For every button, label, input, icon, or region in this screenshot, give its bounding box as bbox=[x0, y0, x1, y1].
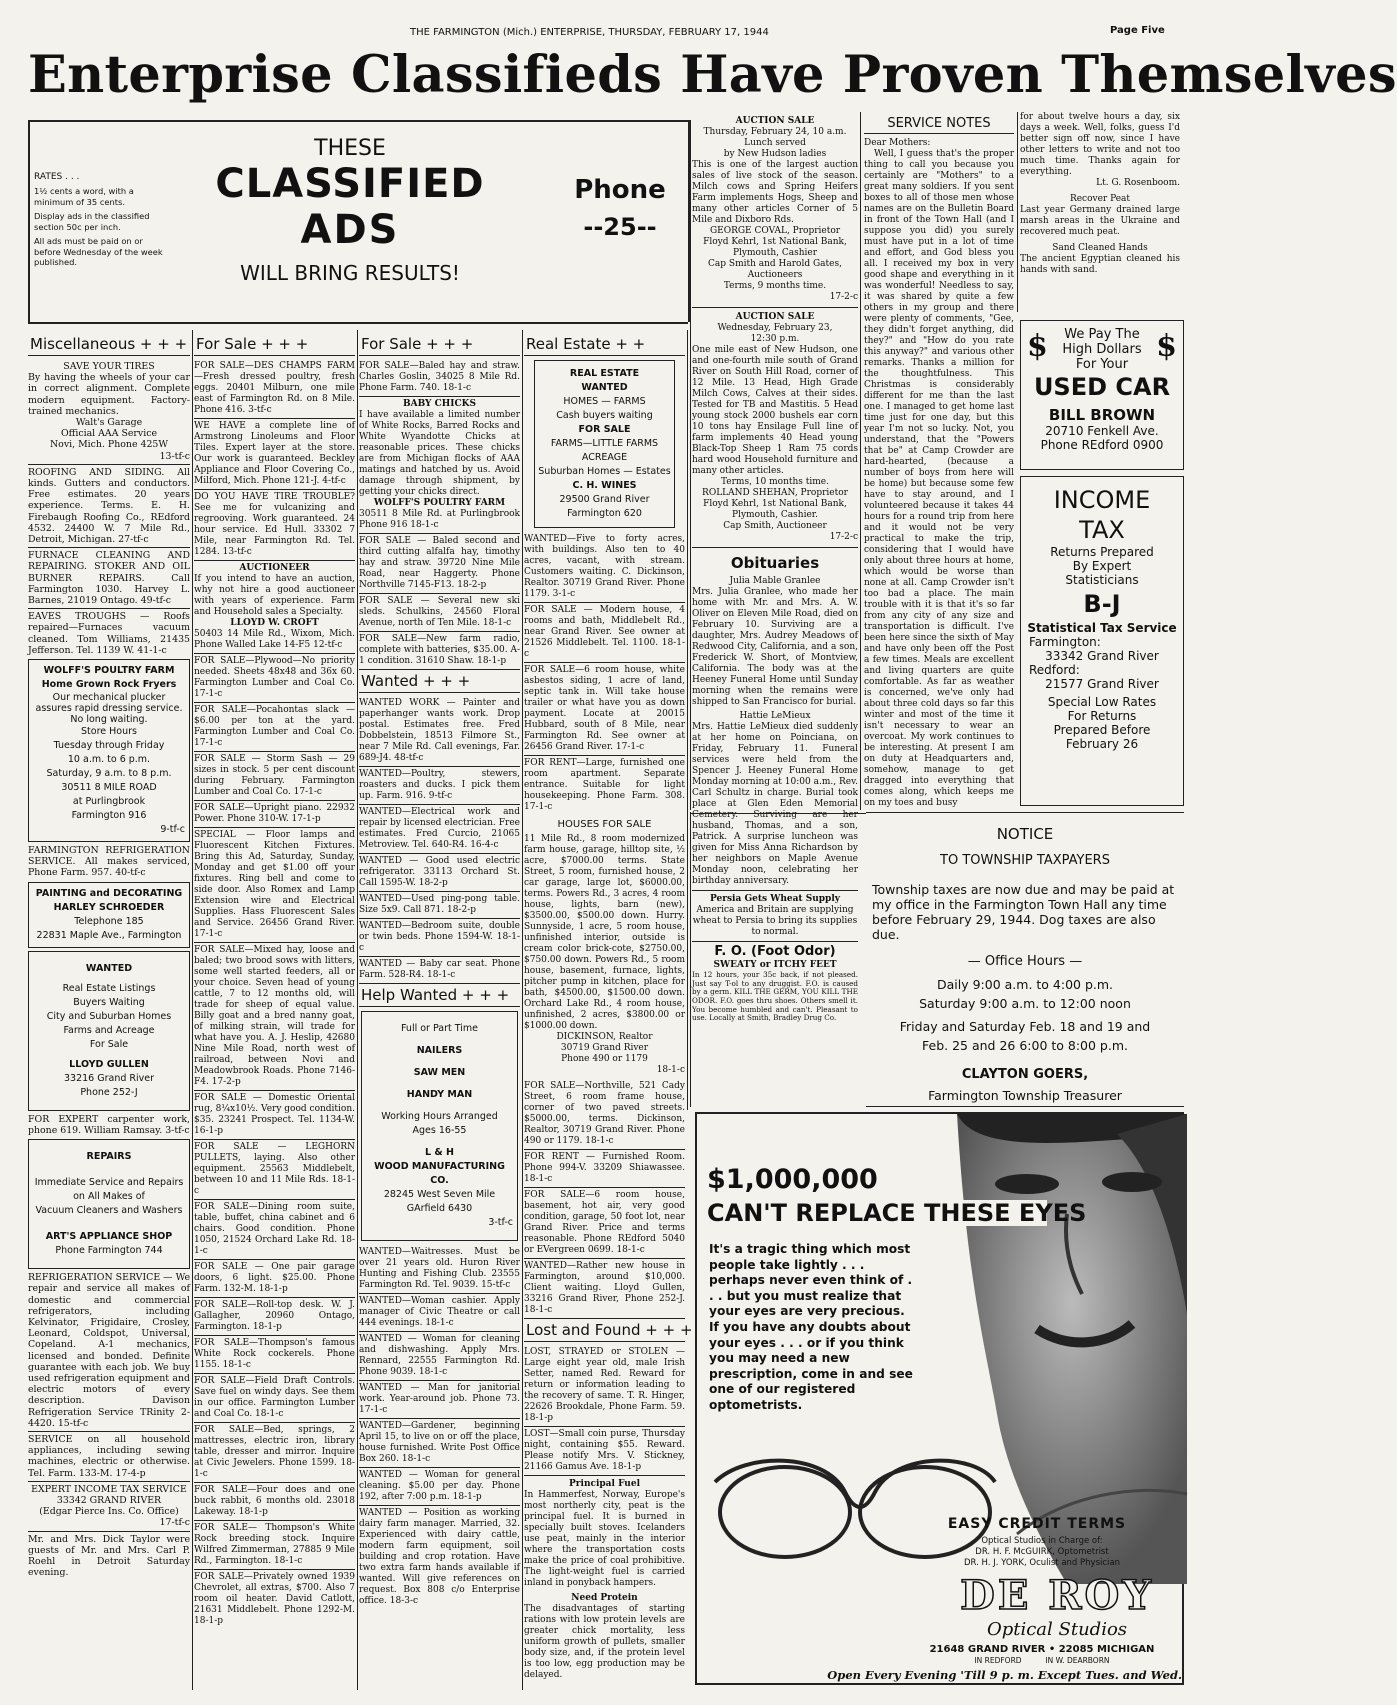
classified-ad-part: BABY CHICKS bbox=[403, 399, 476, 409]
helpwanted-heading: Help Wanted + + + bbox=[359, 983, 520, 1007]
auction2-line: ROLLAND SHEHAN, Proprietor bbox=[702, 488, 848, 498]
classified-ad: WANTED — Position as working dairy farm manager. Married, 32. Experienced with dairy cattle, modern farm equipment, soil building and crop rotation. Have two extra farm hands available if wanted. Will give references on request. Box 808 c/o Enterprise office. 18-3-c bbox=[359, 1505, 520, 1609]
wolffs-line: 30511 8 MILE ROAD bbox=[61, 782, 157, 794]
help-code: 3-tf-c bbox=[488, 1217, 513, 1228]
classified-ad: FOR SALE—Mixed hay, loose and baled; two brood sows with litters, some well started feeders, all or your choice. Seven head of young cattle, 7 to 12 months old, will trade for sheep of equal value. Billy goat and a bred nanny goat, of milking strain, will trade for what have you. A. J. Heslip, 42680 Nine Mile Road, north west of railroad, between Novi and Meadowbrook Roads. Phone 7146-F4. 17-2-p bbox=[194, 942, 355, 1090]
notice-hours: Saturday 9:00 a.m. to 12:00 noon bbox=[919, 996, 1131, 1011]
tax-code: 17-tf-c bbox=[159, 1517, 190, 1529]
re-line: 29500 Grand River bbox=[559, 494, 650, 505]
foot-text: In 12 hours, your 35c back, if not pleased. Just say T-ol to any druggist. F.O. is caused by a germ. KILL THE GERM, YOU KILL THE ODOR. F.O. goes thru shoes. Others smell it. You become humbled and can't. Pleasant to use. Locally at Smith, Bradley Drug Co. bbox=[692, 970, 858, 1023]
studios-line: DR. H. J. YORK, Oculist and Physician bbox=[963, 1558, 1120, 1568]
auction1-line: Floyd Kehrl, 1st National Bank, Plymouth, Cashier bbox=[703, 237, 847, 258]
protein-title: Need Protein bbox=[571, 1593, 638, 1603]
painting-phone: Telephone 185 bbox=[74, 915, 144, 927]
tires-text: By having the wheels of your car in correct alignment. Complete modern equipment. Factory-trained mechanics. bbox=[28, 372, 190, 417]
rates-box bbox=[28, 120, 176, 322]
sand-text: The ancient Egyptian cleaned his hands with sand. bbox=[1020, 254, 1180, 275]
wolffs-line: Tuesday through Friday bbox=[53, 740, 165, 752]
classified-ad: WANTED—Electrical work and repair by licensed electrician. Free estimates. Fred Curcio, 21065 Metroview. Tel. 640-R4. 16-4-c bbox=[359, 804, 520, 853]
tax-line: Statisticians bbox=[1065, 573, 1139, 587]
forsale-heading-1: For Sale + + + bbox=[194, 333, 355, 356]
usedcar-line: High Dollars bbox=[1062, 342, 1142, 357]
ad-household: SERVICE on all household appliances, including sewing machines, electric or otherwise. Tel. Farm. 133-M. 17-4-p bbox=[28, 1431, 190, 1479]
repairs-phone: Phone Farmington 744 bbox=[55, 1245, 163, 1257]
lostfound-heading: Lost and Found + + + bbox=[524, 1318, 685, 1342]
re-line: Farmington 620 bbox=[567, 508, 642, 519]
peat-title: Recover Peat bbox=[1069, 194, 1131, 204]
classified-ad: FOR SALE—Plywood—No priority needed. Sheets 48x48 and 36x 60. Farmington Lumber and Coal Co. 17-1-c bbox=[194, 653, 355, 702]
dollar-icon: $ bbox=[1027, 329, 1048, 364]
notice-title: NOTICE bbox=[996, 825, 1054, 843]
classified-ad bbox=[359, 396, 520, 533]
classified-ad: FOR SALE—Bed, springs, 2 mattresses, electric iron, library table, dresser and mirror. Inquire at Civic Jewelers. Phone 1599. 18-1-c bbox=[194, 1422, 355, 1482]
fuel-title: Principal Fuel bbox=[569, 1479, 640, 1489]
service-text: Well, I guess that's the proper thing to call you because you certainly are "Mothers" to a great many soldiers. If you sent boxes to all of those men whose names are on the Bulletin Board in front of the Town Hall (and I suppose you did) you surely must have put in a lot of time and effort, and God bless you all. I received my box in very good shape and everything in it was wonderful! Needless to say, it was shared by quite a few others in my group and there were plenty of comments, "Gee, they didn't forget anything, did they?" and "How do you rate this anyway?" and various other remarks. Thanks a million for the thoughtfulness. This Christmas is considerably different for me than the last one. I managed to get home last time just for one day, but this year I'm not so lucky. Not, you understand, that the "Powers that be" at Camp Crowder are hard-hearted, (because a number of boys from here will be home) but because some few have to stay around, and I volunteered because it takes 44 hours for a round trip from here and it would not be very practical to make the trip, considering that I would have only about three hours at home, which would be worse than none at all. Camp Crowder isn't too bad a place. The main trouble with it is that it's so far from any city of any size and transportation is difficult. I've been here since the sixth of May and have only been off the Post a few times. Meals are excellent and living quarters are quite comfortable. As far as weather is concerned, we've only had about three cold days so far this winter and most of the time it isn't necessary to wear an overcoat. My work continues to be interesting. At present I am on duty at Headquarters and, somehow, manage to get dragged into everything that comes along, which keeps me on my toes and busy bbox=[864, 149, 1014, 808]
auction2-line: Wednesday, February 23, bbox=[717, 323, 833, 333]
auction1-line: Thursday, February 24, 10 a.m. bbox=[703, 127, 847, 137]
banner-these: THESE bbox=[314, 136, 386, 161]
classified-ad: FOR SALE— Thompson's White Rock breeding stock. Inquire Wilfred Zimmerman, 27885 9 Mile Rd., Farmington. 18-1-c bbox=[194, 1520, 355, 1569]
wanted-line: 33216 Grand River bbox=[63, 1072, 154, 1084]
help-box bbox=[361, 1011, 518, 1241]
dickinson-addr: 30719 Grand River bbox=[560, 1043, 649, 1053]
help-sawmen: SAW MEN bbox=[413, 1067, 466, 1078]
notice-name: CLAYTON GOERS, bbox=[961, 1067, 1089, 1082]
painting-box bbox=[28, 882, 190, 948]
service-column-2 bbox=[1020, 112, 1180, 276]
wanted-line: Phone 252-J bbox=[80, 1086, 138, 1098]
realestate-heading: Real Estate + + bbox=[524, 333, 685, 356]
classified-ad: FOR SALE—Dining room suite, table, buffet, china cabinet and 6 chairs. Good condition. Phone 1050, 21524 Orchard Lake Rd. 18-1-c bbox=[194, 1199, 355, 1259]
rates-title: RATES . . . bbox=[34, 172, 80, 182]
tax-service: Statistical Tax Service bbox=[1027, 621, 1177, 635]
dickinson-phone: Phone 490 or 1179 bbox=[561, 1054, 648, 1064]
classified-ad: WANTED—Waitresses. Must be over 21 years old. Huron River Hunting and Fishing Club. 23555 Farmington Rd. Tel. 9039. 15-tf-c bbox=[359, 1247, 520, 1290]
classified-ad: LOST—Small coin purse, Thursday night, containing $55. Reward. Please notify Mrs. V. Stickney, 21166 Gamus Ave. 18-1-p bbox=[524, 1426, 685, 1475]
wolffs-line: Store Hours bbox=[81, 726, 137, 738]
notice-hours: Feb. 25 and 26 6:00 to 8:00 p.m. bbox=[922, 1038, 1128, 1053]
re-line: FARMS—LITTLE FARMS bbox=[550, 438, 659, 449]
usedcar-line: For Your bbox=[1075, 357, 1129, 372]
sand-title: Sand Cleaned Hands bbox=[1052, 243, 1148, 253]
ad-furnace: FURNACE CLEANING AND REPAIRING. STOKER AND OIL BURNER REPAIRS. Call Farmington 1030. Harvey L. Barnes, 21019 Ontago. 49-tf-c bbox=[28, 547, 190, 606]
misc-heading: Miscellaneous + + + bbox=[28, 333, 190, 356]
auction1-title: AUCTION SALE bbox=[735, 116, 815, 126]
auction2-line: Cap Smith, Auctioneer bbox=[723, 521, 827, 531]
classified-ad: FOR SALE — Baled second and third cutting alfalfa hay, timothy hay and straw. 39720 Nine Mile Road, near Haggerty. Phone Northville 7145-F13. 18-2-p bbox=[359, 533, 520, 593]
help-line: Full or Part Time bbox=[400, 1023, 479, 1034]
rates-line: 1½ cents a word, with a minimum of 35 cents. bbox=[34, 186, 134, 207]
eyes-h2: CAN'T REPLACE THESE EYES bbox=[707, 1199, 1087, 1227]
helpwanted-list bbox=[359, 1245, 520, 1609]
tax-line: 33342 Grand River bbox=[1045, 649, 1159, 663]
help-handyman: HANDY MAN bbox=[406, 1089, 473, 1100]
realestate-column bbox=[524, 333, 693, 1681]
repairs-shop: ART'S APPLIANCE SHOP bbox=[45, 1231, 173, 1243]
painting-title: PAINTING and DECORATING bbox=[35, 887, 183, 899]
ad-carpenter: FOR EXPERT carpenter work, phone 619. William Ramsay. 3-tf-c bbox=[28, 1113, 190, 1136]
tax-big: TAX bbox=[1079, 516, 1125, 544]
classified-ad: WANTED—Used ping-pong table. Size 5x9. Call 871. 18-2-p bbox=[359, 891, 520, 918]
auction2-line: 12:30 p.m. bbox=[750, 334, 800, 344]
foot-sub: SWEATY or ITCHY FEET bbox=[713, 960, 837, 970]
auction1-line: Terms, 9 months time. bbox=[723, 281, 827, 291]
foot-title: F. O. (Foot Odor) bbox=[714, 944, 836, 959]
forsale-heading-2: For Sale + + + bbox=[359, 333, 520, 356]
eyes-open: Open Every Evening 'Till 9 p. m. Except Tues. and Wed. bbox=[827, 1668, 1182, 1682]
tires-line: Official AAA Service bbox=[61, 428, 157, 440]
fuel-text: In Hammerfest, Norway, Europe's most northerly city, peat is the principal fuel. It is burned in specially built stoves. Icelanders use peat, mainly in the interior where the transportation costs make the price of coal prohibitive. The light-weight fuel is carried inland in ponyback hampers. bbox=[524, 1490, 685, 1588]
dickinson-code: 18-1-c bbox=[656, 1065, 685, 1075]
page-number: Page Five bbox=[1110, 25, 1165, 36]
classified-ad-part: 50403 14 Mile Rd., Wixom, Mich. Phone Walled Lake 14-F5 12-tf-c bbox=[194, 629, 355, 650]
classified-ad: WANTED—Poultry, stewers, roasters and ducks. I pick them up. Farm. 916. 9-tf-c bbox=[359, 766, 520, 804]
classified-ad-part: If you intend to have an auction, why not hire a good auctioneer with years of experience. Farm and Household sales a Specialty. bbox=[194, 574, 355, 617]
service-column bbox=[864, 112, 1014, 809]
protein-text: The disadvantages of starting rations with low protein levels are greater chick mortality, less uniform growth of pullets, smaller body size, and, if the protein level is too low, egg production may be delayed. bbox=[524, 1604, 685, 1680]
tax-line: 21577 Grand River bbox=[1045, 677, 1159, 691]
classified-ad: FOR SALE—Upright piano. 22932 Power. Phone 310-W. 17-1-p bbox=[194, 800, 355, 827]
classified-ad: FOR SALE — LEGHORN PULLETS, laying. Also other equipment. 25563 Middlebelt, between 10 and 11 Mile Rds. 18-1-c bbox=[194, 1139, 355, 1199]
classified-banner bbox=[180, 128, 520, 318]
obit1-text: Mrs. Julia Granlee, who made her home with Mr. and Mrs. A. W. Oliver on Eleven Mile Road, died on February 10. Surviving are a daughter, Mrs. Audrey Meadows of Redwood City, California, and a son, Frederick W. Short, of Montview, California. The body was at the Heeney Funeral Home until Sunday morning when the remains were shipped to San Francisco for burial. bbox=[692, 587, 858, 707]
wanted-line: Buyers Waiting bbox=[73, 996, 145, 1008]
help-nailers: NAILERS bbox=[416, 1045, 463, 1056]
painting-name: HARLEY SCHROEDER bbox=[53, 901, 165, 913]
tires-title: SAVE YOUR TIRES bbox=[63, 361, 155, 372]
wolffs-box bbox=[28, 659, 190, 842]
auction1-body: This is one of the largest auction sales of live stock of the season. Milch cows and Spring Heifers Farm implements Hogs, Sheep and many other articles Corner of 5 Mile and Dixboro Rds. bbox=[692, 160, 858, 225]
tax-line: Returns Prepared bbox=[1050, 545, 1154, 559]
phone-label: Phone bbox=[574, 175, 666, 205]
wolffs-code: 9-tf-c bbox=[160, 824, 185, 836]
auction2-title: AUCTION SALE bbox=[735, 312, 815, 322]
obit1-name: Julia Mable Granlee bbox=[729, 576, 821, 586]
re-line: FOR SALE bbox=[578, 424, 631, 435]
masthead-line: THE FARMINGTON (Mich.) ENTERPRISE, THURSDAY, FEBRUARY 17, 1944 bbox=[410, 27, 769, 38]
classified-ad: WANTED — Woman for general cleaning. $5.00 per day. Phone 192, after 7:00 p.m. 18-1-p bbox=[359, 1467, 520, 1505]
wanted-title: WANTED bbox=[85, 962, 133, 974]
classified-ad: WANTED—Gardener, beginning April 15, to live on or off the place, house furnished. Write Post Office Box 260. 18-1-c bbox=[359, 1418, 520, 1467]
obits-title: Obituaries bbox=[730, 554, 820, 572]
classified-ad: WANTED—Rather new house in Farmington, around $10,000. Client waiting. Lloyd Gullen, 33216 Grand River, Phone 252-J. 18-1-c bbox=[524, 1258, 685, 1318]
wolffs-line: at Purlingbrook bbox=[72, 796, 146, 808]
classified-ad-part: I have available a limited number of White Rocks, Barred Rocks and White Wyandotte Chicks at reasonable prices. These chicks are from Michigan flocks of AAA matings and hatched by us. Avoid damage through shipment, by getting your chicks direct. bbox=[359, 410, 520, 497]
tax-office: (Edgar Pierce Ins. Co. Office) bbox=[39, 1506, 179, 1518]
auction2-line: Floyd Kehrl, 1st National Bank, Plymouth, Cashier. bbox=[703, 499, 847, 520]
classified-ad: FOR SALE — Domestic Oriental rug, 8¼x10½. Very good condition. $35. 23241 Prospect. Tel. 1134-W. 16-1-p bbox=[194, 1090, 355, 1139]
wolffs-line: Saturday, 9 a.m. to 8 p.m. bbox=[46, 768, 172, 780]
classified-ad: FOR SALE — Storm Sash — 29 sizes in stock. 5 per cent discount during February. Farmington Lumber and Coal Co. 17-1-c bbox=[194, 751, 355, 800]
taylor-note: Mr. and Mrs. Dick Taylor were guests of Mr. and Mrs. Carl P. Roehl in Detroit Saturday evening. bbox=[28, 1531, 190, 1579]
wolffs-line: Our mechanical plucker assures rapid dressing service. No long waiting. bbox=[35, 692, 183, 726]
misc-column bbox=[28, 333, 190, 1578]
classified-ad: FOR SALE—Privately owned 1939 Chevrolet, all extras, $700. Also 7 room oil heater. David Catlott, 21631 Middlebelt. Phone 1292-M. 18-1-p bbox=[194, 1569, 355, 1629]
tax-addr: 33342 GRAND RIVER bbox=[56, 1494, 162, 1506]
obit2-text: Mrs. Hattie LeMieux died suddenly at her home on Poinciana, on Friday, February 11. Funeral services were held from the Spencer J. Heeney Funeral Home Monday morning at 10:00 a.m., Rev. Carl Schultz in charge. Burial took place at Glen Eden Memorial Cemetery. Surviving are her husband, Thomas, and a son, Patrick. A surprise luncheon was given for Miss Anna Richardson by her neighbors on Maple Avenue Monday noon, celebrating her birthday anniversary. bbox=[692, 722, 858, 886]
classified-ad: FOR SALE—Northville, 521 Cady Street, 6 room frame house, corner of two paved streets. $5000.00, terms. Dickinson, Realtor, 30719 Grand River. Phone 490 or 1179. 18-1-c bbox=[524, 1081, 685, 1146]
re-line: ACREAGE bbox=[581, 452, 628, 463]
classified-ad: FOR SALE—6 room house, basement, hot air, very good condition, garage, 50 foot lot, near Grand River. Price and terms reasonable. Phone REdford 5040 or EVergreen 0699. 18-1-c bbox=[524, 1187, 685, 1258]
classified-ad bbox=[194, 560, 355, 653]
re-line: REAL ESTATE bbox=[569, 368, 640, 379]
classified-ad: FOR SALE—Baled hay and straw. Charles Goslin, 34025 8 Mile Rd. Phone Farm. 740. 18-1-c bbox=[359, 361, 520, 393]
forsale-list-2 bbox=[359, 359, 520, 669]
page-headline: Enterprise Classifieds Have Proven Themselves bbox=[28, 45, 1397, 105]
re-line: HOMES — FARMS bbox=[563, 396, 646, 407]
usedcar-line: We Pay The bbox=[1064, 327, 1140, 342]
classified-ad: FOR SALE—Thompson's famous White Rock cockerels. Phone 1155. 18-1-c bbox=[194, 1335, 355, 1373]
painting-addr: 22831 Maple Ave., Farmington bbox=[36, 929, 182, 941]
classified-ad: WANTED — Man for janitorial work. Year-around job. Phone 73. 17-1-c bbox=[359, 1380, 520, 1418]
notice-hours-title: — Office Hours — bbox=[967, 954, 1083, 969]
tax-line: For Returns bbox=[1067, 709, 1137, 723]
re-line: C. H. WINES bbox=[572, 480, 637, 491]
auction-column bbox=[692, 116, 858, 1023]
classified-ad: FOR SALE—Roll-top desk. W. J. Gallagher, 20960 Ontago, Farmington. 18-1-p bbox=[194, 1297, 355, 1335]
eyes-text: It's a tragic thing which most people take lightly . . . perhaps never even think of . . . but you must realize that your eyes are very precious. If you have any doubts about your eyes . . . or if you think you may need a new prescription, come in and see one of our registered optometrists. bbox=[709, 1242, 913, 1412]
auction1-line: GEORGE COVAL, Proprietor bbox=[709, 226, 841, 236]
auction1-line: Lunch served bbox=[744, 138, 806, 148]
classified-ad: FOR SALE — One pair garage doors, 6 light. $25.00. Phone Farm. 132-M. 18-1-p bbox=[194, 1259, 355, 1297]
studios-line: Optical Studios in Charge of: bbox=[981, 1536, 1103, 1546]
classified-ad: LOST, STRAYED or STOLEN — Large eight year old, male Irish Setter, named Red. Reward for return or information leading to the recovery of same. T. R. Hinger, 22626 Brookdale, Phone Farm. 59. 18-1-p bbox=[524, 1347, 685, 1423]
wanted-line: City and Suburban Homes bbox=[46, 1010, 172, 1022]
wanted-listings-box bbox=[28, 951, 190, 1111]
notice-text: Township taxes are now due and may be paid at my office in the Farmington Town Hall any time before February 29, 1944. Dog taxes are also due. bbox=[872, 882, 1175, 942]
classified-ad: WANTED WORK — Painter and paperhanger wants work. Drop postal. Estimates free. Fred Dobbelstein, 18513 Filmore St., near 7 Mile Rd. Call evenings, Far. 689-J4. 48-tf-c bbox=[359, 698, 520, 763]
usedcar-ad bbox=[1020, 320, 1184, 470]
classified-ad: FOR SALE—Four does and one buck rabbit, 6 months old. 23018 Lakeway. 18-1-p bbox=[194, 1482, 355, 1520]
deroy-logo: DE ROY bbox=[960, 1572, 1154, 1619]
repairs-line: Vacuum Cleaners and Washers bbox=[35, 1205, 183, 1217]
classified-ad: FOR SALE—Field Draft Controls. Save fuel on windy days. See them in our office. Farmington Lumber and Coal Co. 18-1-c bbox=[194, 1373, 355, 1422]
eyes-h1: $1,000,000 bbox=[707, 1164, 878, 1195]
banner-ads: ADS bbox=[300, 207, 400, 253]
classified-ad-part: 30511 8 Mile Rd. at Purlingbrook Phone 916 18-1-c bbox=[359, 509, 520, 530]
service-sign: Lt. G. Rosenboom. bbox=[1096, 178, 1180, 188]
forsale-column-2 bbox=[359, 333, 520, 1609]
help-addr: 28245 West Seven Mile bbox=[383, 1189, 496, 1200]
help-line: Working Hours Arranged bbox=[381, 1111, 498, 1122]
lostfound-list bbox=[524, 1345, 685, 1475]
banner-classified: CLASSIFIED bbox=[215, 161, 485, 207]
banner-results: WILL BRING RESULTS! bbox=[240, 261, 460, 285]
classified-ad: DO YOU HAVE TIRE TROUBLE? See me for vulcanizing and regrooving. Work guaranteed. 24 hour service. Ed Hull. 33302 7 Mile, near Farmington Rd. Tel. 1284. 13-tf-c bbox=[194, 489, 355, 560]
classified-ad: FOR SALE—6 room house, white asbestos siding, 1 acre of land, septic tank in. Will take house trailer or what have you as down payment. Locate at 20015 Hubbard, south of 8 Mile, near Farmington Rd. See owner at 26456 Grand River. 17-1-c bbox=[524, 662, 685, 755]
classified-ad: WANTED—Woman cashier. Apply manager of Civic Theatre or call 444 evenings. 18-1-c bbox=[359, 1293, 520, 1331]
eyes-address-2: IN REDFORD IN W. DEARBORN bbox=[974, 1656, 1110, 1665]
auction2-line: Terms, 10 months time. bbox=[721, 477, 829, 487]
tax-line: Prepared Before bbox=[1053, 723, 1151, 737]
houses-list: 11 Mile Rd., 8 room modernized farm house, garage, hilltop site, ½ acre, $7000.00 terms. State Street, 5 room, furnished house, 2 car garage, large lot, $6000.00, terms. Powers Rd., 3 acres, 4 room house, lights, barn (new), $3500.00, $500.00 down. Hurry. Sunnyside, 1 acre, 5 room house, unfinished interior, outside is cream color brick-cote, $2750.00, $750.00 down. Powers Rd., 5 room house, basement, furnace, lights, pitcher pump in kitchen, place for bath, $4500.00, $1500.00 down. Orchard Lake Rd., 4 room house, unfinished, 2 acres, $3800.00 or $1000.00 down. bbox=[524, 834, 685, 1031]
tax-bj: B-J bbox=[1083, 590, 1121, 618]
classified-ad: FOR RENT—Large, furnished one room apartment. Separate entrance. Suitable for light housekeeping. Phone Farm. 308. 17-1-c bbox=[524, 755, 685, 815]
wanted-line: For Sale bbox=[89, 1038, 129, 1050]
tax-big: INCOME bbox=[1053, 486, 1151, 514]
phone-box bbox=[560, 175, 680, 241]
credit-terms: EASY CREDIT TERMS bbox=[947, 1516, 1127, 1532]
help-company: WOOD MANUFACTURING CO. bbox=[374, 1161, 505, 1186]
ad-roofing: ROOFING AND SIDING. All kinds. Gutters and conductors. Free estimates. 20 years experience. Terms. E. H. Firebaugh Roofing Co., REdford 4532. 24400 W. 7 Mile Rd., Detroit, Michigan. 27-tf-c bbox=[28, 464, 190, 545]
service-cont: for about twelve hours a day, six days a week. Well, folks, guess I'd better sign off now, since I have other letters to write and not too much time. Thanks again for everything. bbox=[1020, 112, 1180, 177]
tires-code: 13-tf-c bbox=[159, 450, 190, 462]
phone-number: --25-- bbox=[583, 213, 657, 241]
usedcar-name: BILL BROWN bbox=[1048, 406, 1156, 424]
auction1-line: by New Hudson ladies bbox=[723, 149, 827, 159]
tax-line: February 26 bbox=[1065, 737, 1139, 751]
tax-line: Special Low Rates bbox=[1047, 695, 1157, 709]
ad-refrigeration-service: REFRIGERATION SERVICE — We repair and service all makes of domestic and commercial refrigerators, including Kelvinator, Frigidaire, Crosley, Leonard, Coldspot, Universal, Copeland. A-1 mechanics, licensed and bonded. Definite guarantee with each job. We buy used refrigeration equipment and electric motors of every description. Davison Refrigeration Service TRinity 2-4420. 15-tf-c bbox=[28, 1272, 190, 1429]
township-notice bbox=[866, 812, 1184, 1107]
tax-line: Farmington: bbox=[1029, 635, 1101, 649]
wolffs-title: WOLFF'S POULTRY FARM bbox=[43, 665, 175, 677]
notice-role: Farmington Township Treasurer bbox=[928, 1088, 1122, 1103]
houses-heading: HOUSES FOR SALE bbox=[557, 819, 652, 830]
classified-ad: WANTED — Baby car seat. Phone Farm. 528-R4. 18-1-c bbox=[359, 956, 520, 983]
wanted-line: Real Estate Listings bbox=[62, 982, 156, 994]
obit2-name: Hattie LeMieux bbox=[739, 711, 811, 721]
classified-ad-part: AUCTIONEER bbox=[239, 563, 310, 573]
tires-name: Walt's Garage bbox=[75, 417, 143, 429]
classified-ad: FOR SALE—DES CHAMPS FARM —Fresh dressed poultry, fresh eggs. 20401 Milburn, one mile east of Farmington Rd. on 8 Mile. Phone 416. 3-tf-c bbox=[194, 361, 355, 415]
classified-ad: WANTED — Woman for cleaning and dishwashing. Apply Mrs. Rennard, 22555 Farmington Rd. Phone 9039. 18-1-c bbox=[359, 1331, 520, 1380]
studios-line: DR. H. F. McGUIRK, Optometrist bbox=[975, 1547, 1109, 1557]
eyes-address: 21648 GRAND RIVER • 22085 MICHIGAN bbox=[929, 1644, 1155, 1655]
realestate-list-2 bbox=[524, 1079, 685, 1318]
peat-text: Last year Germany drained large marsh areas in the Ukraine and recovered much peat. bbox=[1020, 205, 1180, 237]
wolffs-line: Farmington 916 bbox=[71, 810, 147, 822]
deroy-logo-sub: Optical Studios bbox=[986, 1619, 1128, 1640]
classified-ad: FOR RENT — Furnished Room. Phone 994-V. 33209 Shiawassee. 18-1-c bbox=[524, 1149, 685, 1187]
notice-hours: Friday and Saturday Feb. 18 and 19 and bbox=[899, 1019, 1151, 1034]
classified-ad: FOR SALE—Pocahontas slack — $6.00 per ton at the yard. Farmington Lumber and Coal Co. 17-1-c bbox=[194, 702, 355, 751]
auction2-code: 17-2-c bbox=[829, 532, 858, 542]
help-company: L & H bbox=[425, 1147, 454, 1158]
repairs-line: Immediate Service and Repairs on All Makes of bbox=[34, 1177, 184, 1203]
rates-line: Display ads in the classified section 50c per inch. bbox=[34, 211, 150, 232]
persia-title: Persia Gets Wheat Supply bbox=[710, 894, 840, 904]
re-line: Cash buyers waiting bbox=[556, 410, 653, 421]
rates-line: All ads must be paid on or before Wednesday of the week published. bbox=[34, 236, 163, 267]
classified-ad: WANTED—Five to forty acres, with buildings. Also ten to 40 acres, vacant, with stream. Customers waiting. C. Dickinson, Realtor. 30719 Grand River. Phone 1179. 3-1-c bbox=[524, 534, 685, 599]
classified-ad: FOR SALE — Modern house, 4 rooms and bath, Middlebelt Rd., near Grand River. See owner at 21526 Middlebelt. Tel. 1100. 18-1-c bbox=[524, 602, 685, 662]
re-line: WANTED bbox=[581, 382, 628, 393]
classified-ad: WANTED—Bedroom suite, double or twin beds. Phone 1594-W. 18-1-c bbox=[359, 918, 520, 956]
wanted-line: Farms and Acreage bbox=[63, 1024, 155, 1036]
dollar-icon: $ bbox=[1156, 329, 1177, 364]
realestate-box bbox=[534, 360, 675, 528]
realestate-list bbox=[524, 532, 685, 815]
incometax-ad bbox=[1020, 476, 1184, 806]
repairs-title: REPAIRS bbox=[86, 1151, 132, 1163]
wanted-list bbox=[359, 696, 520, 983]
help-line: Ages 16-55 bbox=[412, 1125, 467, 1136]
ad-refrigeration: FARMINGTON REFRIGERATION SERVICE. All makes serviced, Phone Farm. 957. 40-tf-c bbox=[28, 845, 190, 879]
auction1-line: Cap Smith and Harold Gates, Auctioneers bbox=[708, 259, 842, 280]
tires-line: Novi, Mich. Phone 425W bbox=[49, 439, 169, 451]
repairs-box bbox=[28, 1139, 190, 1269]
forsale-list-1 bbox=[194, 359, 355, 1629]
auction2-body: One mile east of New Hudson, one and one-fourth mile south of Grand River on South Hill Road, corner of 12 Mile. 13 Head, High Grade Milch Cows, Calves at their sides. Tested for TB and Mastitis. 5 Head young stock 2000 bushels ear corn 10 tons hay Ensilage Full line of farm implements 40 Head young Black-Top Sheep 1 Ram 75 cords hard wood Household furniture and many other articles. bbox=[692, 345, 858, 476]
notice-sub: TO TOWNSHIP TAXPAYERS bbox=[940, 853, 1110, 868]
ad-eaves: EAVES TROUGHS — Roofs repaired—Furnaces vacuum cleaned. Tom Williams, 21435 Jefferson. Tel. 1139 W. 41-1-c bbox=[28, 608, 190, 656]
usedcar-phone: Phone REdford 0900 bbox=[1040, 438, 1164, 452]
classified-ad: WE HAVE a complete line of Armstrong Linoleums and Floor Tiles. Expert layer at the store. Our work is guaranteed. Beckley Appliance and Floor Covering Co., Milford, Mich. Phone 121-J. 4-tf-c bbox=[194, 418, 355, 489]
service-title: SERVICE NOTES bbox=[864, 116, 1014, 134]
usedcar-title: USED CAR bbox=[1033, 373, 1171, 401]
classified-ad-part: WOLFF'S POULTRY FARM bbox=[373, 498, 506, 508]
classified-ad-part: LLOYD W. CROFT bbox=[230, 618, 319, 628]
tax-title: EXPERT INCOME TAX SERVICE bbox=[31, 1483, 187, 1495]
usedcar-addr: 20710 Fenkell Ave. bbox=[1045, 424, 1159, 438]
re-line: Suburban Homes — Estates bbox=[538, 466, 671, 477]
tax-line: Redford: bbox=[1029, 663, 1080, 677]
wolffs-line: Home Grown Rock Fryers bbox=[41, 679, 177, 691]
classified-ad: FOR SALE—New farm radio, complete with batteries, $35.00. A-1 condition. 31610 Shaw. 18-1-p bbox=[359, 631, 520, 669]
dickinson-name: DICKINSON, Realtor bbox=[556, 1032, 653, 1042]
auction1-code: 17-2-c bbox=[829, 292, 858, 302]
eyes-ad bbox=[695, 1112, 1184, 1685]
classified-ad: WANTED — Good used electric refrigerator. 33113 Orchard St. Call 1595-W. 18-2-p bbox=[359, 853, 520, 891]
notice-hours: Daily 9:00 a.m. to 4:00 p.m. bbox=[936, 977, 1114, 992]
wanted-name: LLOYD GULLEN bbox=[69, 1058, 149, 1070]
wolffs-line: 10 a.m. to 6 p.m. bbox=[67, 754, 151, 766]
classified-ad: SPECIAL — Floor lamps and Fluorescent Kitchen Fixtures. Bring this Ad, Saturday, Sunday, Monday and get $1.00 off your fixtures. Ring bell and come to side door. Also Romex and Lamp Extension wire and Electrical Supplies. Hass Fluorescent Sales and Service. 26456 Grand River. 17-1-c bbox=[194, 827, 355, 942]
tax-line: By Expert bbox=[1072, 559, 1132, 573]
wanted-heading: Wanted + + + bbox=[359, 669, 520, 693]
persia-text: America and Britain are supplying wheat to Persia to bring its supplies to normal. bbox=[692, 905, 858, 937]
forsale-column-1 bbox=[194, 333, 355, 1629]
help-phone: GArfield 6430 bbox=[406, 1203, 473, 1214]
service-greeting: Dear Mothers: bbox=[864, 138, 931, 148]
classified-ad: FOR SALE — Several new ski sleds. Schulkins, 24560 Floral Avenue, north of Ten Mile. 18-1-c bbox=[359, 593, 520, 631]
